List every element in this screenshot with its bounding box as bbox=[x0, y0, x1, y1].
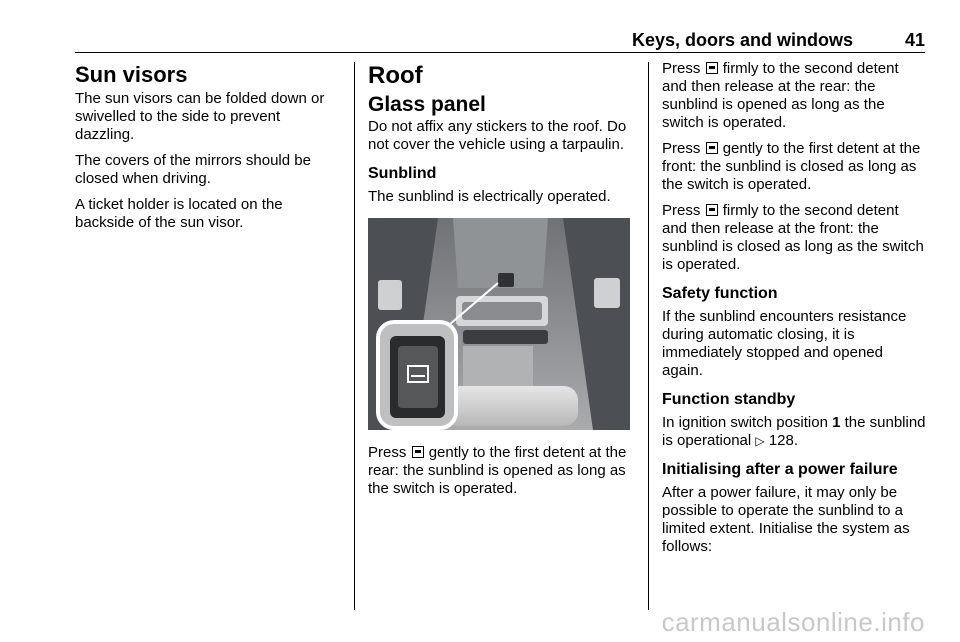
sunblind-heading: Sunblind bbox=[368, 165, 437, 182]
paragraph: The covers of the mirrors should be closed when driving. bbox=[75, 152, 311, 187]
paragraph: The sun visors can be folded down or swivelled to the side to prevent dazzling. bbox=[75, 90, 325, 143]
paragraph: Press firmly to the second detent and then release at the rear: the sunblind is opened as long as the switch is operated. bbox=[662, 60, 899, 131]
page-reference-arrow-icon: ▷ bbox=[755, 434, 765, 448]
page-reference-link[interactable]: 128. bbox=[768, 432, 799, 449]
section-title: Keys, doors and windows bbox=[631, 30, 853, 50]
paragraph: A ticket holder is located on the backside of the sun visor. bbox=[75, 196, 283, 231]
roof-heading: Roof bbox=[368, 62, 423, 89]
column-3 bbox=[662, 60, 927, 564]
column-2 bbox=[368, 60, 634, 506]
column-divider-2 bbox=[648, 62, 649, 610]
paragraph: If the sunblind encounters resistance during automatic closing, it is immediately stopped and opened again. bbox=[662, 308, 907, 379]
paragraph: Do not affix any stickers to the roof. Do not cover the vehicle using a tarpaulin. bbox=[368, 118, 627, 153]
header-rule bbox=[75, 52, 925, 53]
sunblind-switch-icon bbox=[706, 142, 718, 154]
sunblind-switch-icon bbox=[706, 204, 718, 216]
glass-panel-heading: Glass panel bbox=[368, 93, 486, 116]
safety-function-heading: Safety function bbox=[662, 285, 778, 302]
page-number: 41 bbox=[904, 30, 925, 50]
paragraph: Press gently to the first detent at the rear: the sunblind is opened as long as the switch is operated. bbox=[368, 444, 627, 497]
sunblind-switch-icon bbox=[706, 62, 718, 74]
paragraph: The sunblind is electrically operated. bbox=[368, 188, 611, 205]
sun-visors-heading: Sun visors bbox=[75, 62, 188, 87]
column-1 bbox=[75, 60, 343, 240]
page-header bbox=[75, 28, 925, 52]
paragraph: After a power failure, it may only be possible to operate the sunblind to a limited extent. Initialise the system as follows: bbox=[662, 484, 910, 555]
sunblind-switch-photo bbox=[368, 218, 630, 430]
initialising-heading: Initialising after a power failure bbox=[662, 461, 898, 478]
column-divider-1 bbox=[354, 62, 355, 610]
paragraph: In ignition switch position 1 the sunblind is operational ▷ 128. bbox=[662, 414, 926, 449]
watermark: carmanualsonline.info bbox=[661, 607, 925, 637]
sunblind-switch-icon bbox=[412, 446, 424, 458]
function-standby-heading: Function standby bbox=[662, 391, 796, 408]
paragraph: Press gently to the first detent at the front: the sunblind is closed as long as the switch is operated. bbox=[662, 140, 921, 193]
paragraph: Press firmly to the second detent and then release at the front: the sunblind is closed as long as the switch is operated. bbox=[662, 202, 924, 273]
